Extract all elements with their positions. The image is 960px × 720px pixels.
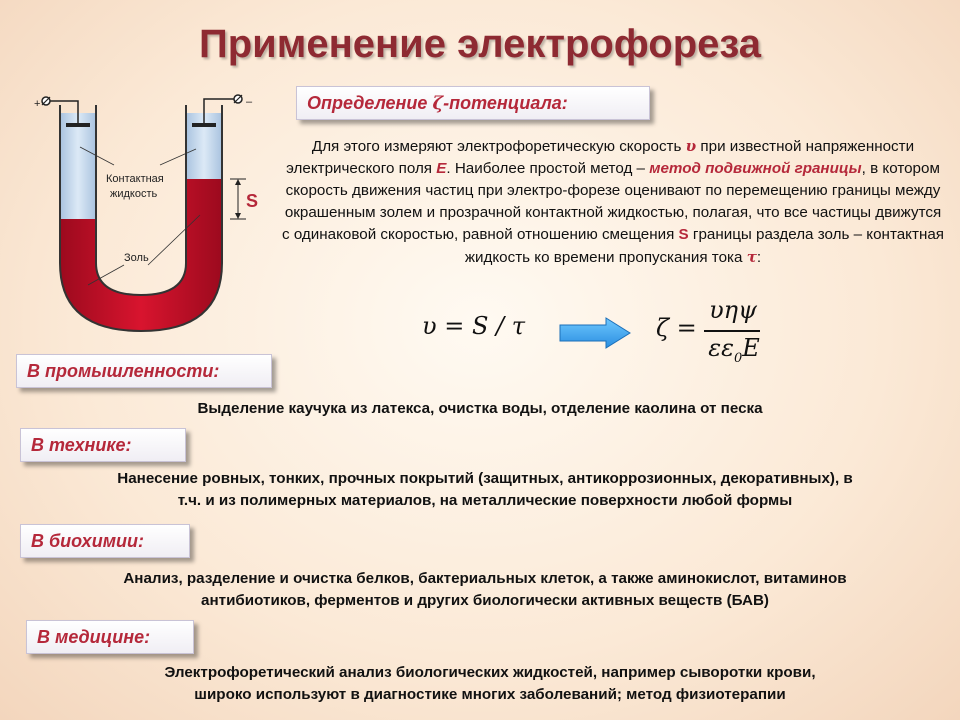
section-text-biochemistry: Анализ, разделение и очистка белков, бактериальных клеток, а также аминокислот, витаминов антибиотиков, ферментов и других биологически активных веществ (БАВ)	[123, 570, 847, 609]
arrow-right-icon	[558, 316, 632, 350]
contact-liquid-label-2: жидкость	[110, 188, 158, 200]
zeta-formula-numerator: υηψ	[709, 296, 757, 324]
zeta-formula-denominator: $\varepsilon\varepsilon_0E$	[708, 334, 760, 366]
plus-sign: +	[34, 98, 41, 110]
contact-liquid-label-1: Контактная	[106, 173, 164, 185]
s-label: S	[246, 191, 259, 211]
u-tube-diagram	[20, 85, 300, 345]
minus-sign: –	[246, 96, 253, 108]
section-heading-industry: В промышленности:	[16, 354, 272, 388]
left-contact-liquid	[60, 113, 96, 219]
section-heading-technology: В технике:	[20, 428, 186, 462]
definition-heading: Определение ζ-потенциала:	[296, 86, 650, 120]
definition-paragraph: Для этого измеряют электрофоретическую скорость υ при известной напряженности электрического поля E. Наиболее простой метод – метод подвижной границы, в котором скорость движения частиц при электро-форезе оценивают по перемещению границы между окрашенным золем и прозрачной контактной жидкостью, полагая, что все частицы движутся с одинаковой скоростью, равной отношению смещения S границы раздела золь – контактная жидкость ко времени пропускания тока τ:	[282, 137, 945, 266]
sol-label: Золь	[124, 252, 149, 264]
fraction-bar	[704, 330, 760, 332]
velocity-formula: υ = S / τ	[422, 312, 526, 340]
section-heading-biochemistry: В биохимии:	[20, 524, 190, 558]
page-title: Применение электрофореза	[198, 22, 761, 66]
section-text-industry: Выделение каучука из латекса, очистка воды, отделение каолина от песка	[197, 400, 763, 417]
section-text-medicine: Электрофоретический анализ биологических жидкостей, например сыворотки крови, широко используют в диагностике многих заболеваний; метод физиотерапии	[164, 664, 816, 703]
zeta-formula-lhs: ζ =	[656, 314, 697, 342]
section-heading-medicine: В медицине:	[26, 620, 194, 654]
section-text-technology: Нанесение ровных, тонких, прочных покрытий (защитных, антикоррозионных, декоративных), в т.ч. и из полимерных материалов, на металлические поверхности любой формы	[117, 470, 853, 509]
